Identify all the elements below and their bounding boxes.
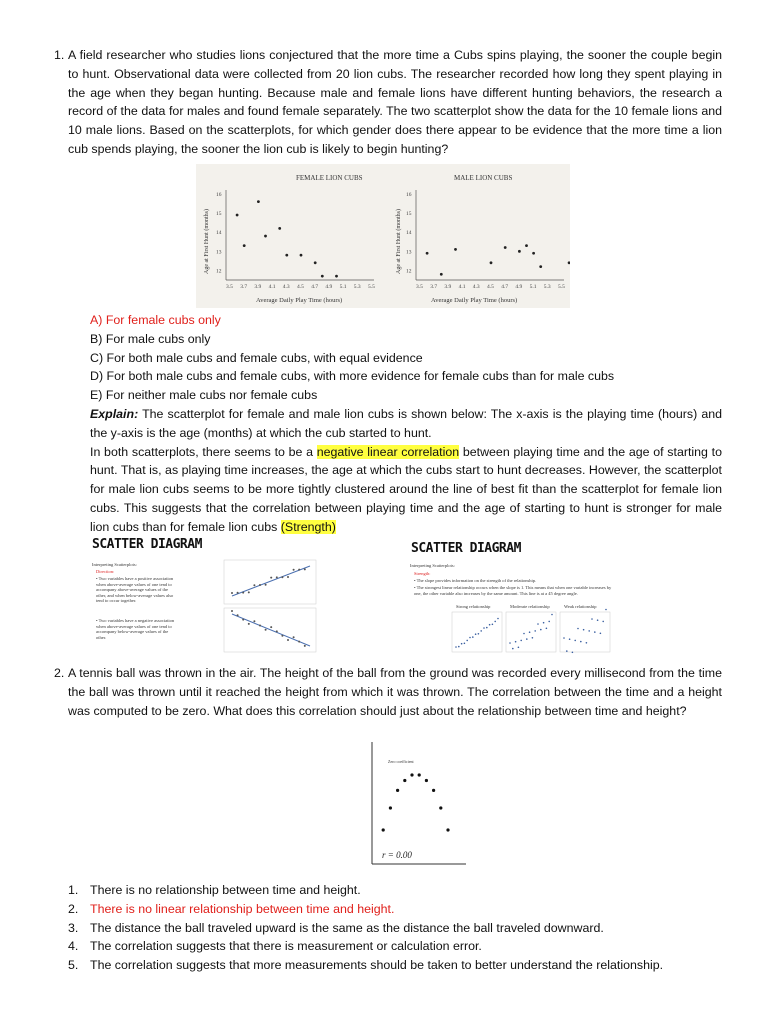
left-sub: Direction: [96, 569, 115, 574]
strength-dot [469, 637, 471, 639]
male-y-tick: 13 [406, 249, 412, 256]
zero-point [396, 789, 399, 792]
zero-point [439, 806, 442, 809]
left-mini-plots [92, 556, 320, 656]
strength-dot [534, 630, 536, 632]
negative-dot [237, 614, 239, 616]
right-bullet-2: • The strongest linear relationship occurs when the slope is 1. This means that when one variable increases by one, the other variable also increases by the same amount. This line is at a 45 degree angle. [414, 585, 612, 596]
strength-dot [566, 650, 568, 652]
left-bullet-2: • Two variables have a negative association when above-average values of one tend to accompany below-average values of the other. [96, 618, 175, 640]
strength-dot [509, 642, 511, 644]
negative-dot [248, 623, 250, 625]
strength-dot [577, 628, 579, 630]
male-x-tick: 4.9 [515, 284, 523, 290]
answer-number: 5. [68, 958, 79, 973]
strength-dot [515, 641, 517, 643]
strength-dot [591, 618, 593, 620]
analysis-text-a: In both scatterplots, there seems to be a [90, 444, 317, 459]
col-weak: Weak relationship [564, 604, 597, 609]
answer-1 [68, 881, 722, 900]
strength-dot [543, 622, 545, 624]
positive-dot [248, 591, 250, 593]
female-x-tick: 4.5 [297, 284, 304, 290]
answer-2 [68, 900, 722, 919]
answer-text: There is no linear relationship between time and height. [90, 901, 395, 916]
question-text: A field researcher who studies lions conjectured that the more time a Cubs spins playing, the sooner the couple begin to hunt. Observational data were collected from 20 lion cubs. The researcher recorded how long they spent playing in the age when they began hunting. Because male and female lions have different hunting behaviors, the research a record of the data for males and found female separately. The two scatterplot show the data for the 10 female lions and 10 male lions. Based on the scatterplots, for which gender does there appear to be evidence that the more time a lion cub spends playing, the sooner the lion cub is likely to begin hunting? [68, 48, 722, 156]
zero-point [425, 779, 428, 782]
female-point [257, 200, 260, 203]
strength-dot [586, 642, 588, 644]
negative-dot [293, 636, 295, 638]
strength-dot [537, 623, 539, 625]
analysis-paragraph [90, 443, 722, 537]
female-y-tick: 14 [216, 230, 222, 237]
zero-point [410, 773, 413, 776]
left-heading: Interpreting Scatterplots: [92, 562, 137, 567]
male-point [568, 261, 570, 264]
strength-dot [461, 643, 463, 645]
positive-dot [270, 577, 272, 579]
zero-caption: Zero coefficient [388, 759, 414, 764]
strength-dot [466, 640, 468, 642]
female-y-tick: 15 [216, 211, 222, 218]
right-sub: Strength: [414, 571, 431, 576]
female-x-tick: 4.1 [268, 284, 276, 290]
strength-dot [602, 621, 604, 623]
male-x-tick: 3.5 [416, 284, 423, 290]
q1-options [90, 311, 722, 537]
strength-dot [572, 652, 574, 654]
strength-dot [480, 630, 482, 632]
female-title: FEMALE LION CUBS [296, 174, 363, 182]
negative-dot [231, 610, 233, 612]
positive-dot [253, 584, 255, 586]
strength-dot [520, 640, 522, 642]
negative-dot [281, 635, 283, 637]
male-point [490, 261, 493, 264]
option-d: D) For both male cubs and female cubs, with more evidence for female cubs than for male cubs [90, 369, 615, 384]
male-y-tick: 12 [406, 268, 412, 275]
female-y-tick: 12 [216, 268, 222, 275]
zero-point [446, 828, 449, 831]
answer-number: 2. [68, 901, 79, 916]
col-strong: Strong relationship [456, 604, 491, 609]
answer-4 [68, 937, 722, 956]
female-x-label: Average Daily Play Time (hours) [256, 297, 343, 304]
question-number: 1. [54, 48, 65, 62]
scatter-diagram-right [404, 556, 626, 656]
male-x-tick: 3.9 [444, 284, 452, 290]
negative-dot [253, 620, 255, 622]
answer-number: 4. [68, 939, 79, 954]
male-point [504, 246, 507, 249]
answer-5 [68, 956, 722, 975]
strength-dot [546, 628, 548, 630]
strength-dot [588, 630, 590, 632]
male-x-tick: 5.3 [543, 284, 551, 290]
answer-text: The distance the ball traveled upward is the same as the distance the ball traveled downward. [90, 920, 604, 935]
strength-dot [563, 637, 565, 639]
strength-dot [475, 633, 477, 635]
female-x-tick: 3.9 [254, 284, 262, 290]
answer-text: The correlation suggests that more measurements should be taken to better understand the relationship. [90, 958, 664, 973]
female-point [285, 254, 288, 257]
strength-dot [497, 618, 499, 620]
male-x-tick: 4.5 [487, 284, 494, 290]
scatter-diagram-left [92, 556, 320, 656]
question-number: 2. [54, 666, 65, 680]
male-x-tick: 4.7 [501, 284, 509, 290]
strength-dot [526, 638, 528, 640]
strength-dot [494, 621, 496, 623]
male-point [426, 252, 429, 255]
positive-dot [287, 576, 289, 578]
strength-dot [489, 624, 491, 626]
positive-dot [237, 592, 239, 594]
female-point [264, 235, 267, 238]
question-text: A tennis ball was thrown in the air. The height of the ball from the ground was recorded every millisecond from the time the ball was thrown until it reached the height from which it was thrown. The correlation between the time and a height was computed to be zero. What does this correlation should just about the relationship between time and height? [68, 666, 722, 718]
strength-dot [600, 633, 602, 635]
male-y-tick: 14 [406, 230, 412, 237]
scatter-diagram-left-title: SCATTER DIAGRAM [92, 537, 202, 552]
female-x-tick: 5.5 [368, 284, 375, 290]
negative-dot [270, 626, 272, 628]
male-x-tick: 4.3 [472, 284, 480, 290]
analysis-text-b: between playing time and the age of starting to hunt. That is, as playing time increases, the age at which the cubs start to hunt decreases. However, the scatterplot for male lion cubs seems to be more tightly clustered around the line of best fit than the scatterplot for female lion cubs. This suggests that the correlation between playing time and the age of starting to hunt is stronger for male lion cubs than for female lion cubs [90, 444, 722, 534]
strength-dot [458, 646, 460, 648]
question-2 [54, 664, 722, 720]
scatter-diagram-right-title: SCATTER DIAGRAM [411, 541, 521, 556]
female-x-tick: 4.3 [282, 284, 290, 290]
strength-dot [529, 631, 531, 633]
strength-dot [455, 646, 457, 648]
strength-dot [478, 633, 480, 635]
female-point [243, 244, 246, 247]
female-x-tick: 5.1 [339, 284, 347, 290]
male-x-tick: 5.5 [558, 284, 565, 290]
male-title: MALE LION CUBS [454, 174, 513, 182]
female-x-tick: 4.7 [311, 284, 319, 290]
left-bullet-1: • Two variables have a positive association when above-average values of one tend to accompany above-average values of the other, and when below-average values also tend to occur together. [96, 576, 174, 603]
negative-dot [304, 645, 306, 647]
option-b: B) For male cubs only [90, 331, 211, 346]
zero-point [403, 779, 406, 782]
strength-dot [518, 647, 520, 649]
positive-dot [259, 584, 261, 586]
negative-dot [298, 641, 300, 643]
male-point [532, 252, 535, 255]
strength-dot [569, 638, 571, 640]
negative-dot [242, 619, 244, 621]
positive-dot [304, 568, 306, 570]
col-moderate: Moderate relationship [510, 604, 550, 609]
strength-dot [540, 629, 542, 631]
answer-text: There is no relationship between time and height. [90, 883, 361, 897]
negative-dot [259, 625, 261, 627]
answer-number: 1. [68, 883, 79, 897]
strength-dot [532, 637, 534, 639]
strength-dot [580, 641, 582, 643]
male-x-tick: 4.1 [458, 284, 466, 290]
strength-dot [483, 627, 485, 629]
male-point [539, 265, 542, 268]
strength-dot [486, 627, 488, 629]
answer-text: The correlation suggests that there is measurement or calculation error. [90, 939, 482, 954]
male-y-tick: 15 [406, 211, 412, 218]
female-y-label: Age at First Hunt (months) [204, 209, 210, 274]
right-mini-plots [404, 556, 626, 656]
zero-point [389, 806, 392, 809]
strength-dot [597, 619, 599, 621]
r-label: r = 0.00 [382, 850, 412, 860]
answer-3 [68, 919, 722, 938]
positive-dot [231, 592, 233, 594]
female-point [278, 227, 281, 230]
negative-dot [287, 639, 289, 641]
explain-text: The scatterplot for female and male lion cubs is shown below: The x-axis is the playing time (hours) and the y-axis is the age (months) at which the cub started to hunt. [90, 406, 722, 440]
lion-scatter-svg [196, 164, 570, 308]
male-y-tick: 16 [406, 192, 412, 198]
female-x-tick: 3.5 [226, 284, 233, 290]
question-1 [54, 46, 722, 159]
male-point [454, 248, 457, 251]
male-x-tick: 3.7 [430, 284, 438, 290]
positive-dot [276, 576, 278, 578]
zero-point [418, 773, 421, 776]
female-point [300, 254, 303, 257]
positive-dot [242, 592, 244, 594]
zero-point [382, 828, 385, 831]
strength-dot [472, 636, 474, 638]
explanation-paragraph [90, 405, 722, 443]
female-x-tick: 5.3 [353, 284, 361, 290]
male-x-label: Average Daily Play Time (hours) [431, 297, 518, 304]
q2-answers [68, 881, 722, 975]
male-x-tick: 5.1 [529, 284, 537, 290]
strength-dot [605, 609, 607, 611]
female-point [236, 214, 239, 217]
option-c: C) For both male cubs and female cubs, with equal evidence [90, 350, 423, 365]
zero-correlation-chart [368, 740, 468, 866]
female-point [314, 261, 317, 264]
option-e: E) For neither male cubs nor female cubs [90, 388, 318, 403]
zero-point [432, 789, 435, 792]
male-point [525, 244, 528, 247]
lion-cubs-scatterplots [196, 164, 570, 308]
strength-dot [551, 614, 553, 616]
positive-dot [265, 584, 267, 586]
male-y-label: Age at First Hunt (months) [396, 209, 402, 274]
highlight-negative-linear: negative linear correlation [316, 444, 460, 459]
male-point [440, 273, 443, 276]
female-x-tick: 4.9 [325, 284, 333, 290]
female-y-tick: 13 [216, 249, 222, 256]
strength-dot [594, 631, 596, 633]
strength-dot [492, 624, 494, 626]
right-bullet-1: • The slope provides information on the strength of the relationship. [414, 578, 537, 583]
strength-dot [512, 648, 514, 650]
strength-dot [523, 633, 525, 635]
positive-dot [293, 569, 295, 571]
positive-dot [281, 576, 283, 578]
negative-dot [265, 629, 267, 631]
strength-dot [574, 640, 576, 642]
female-point [321, 275, 324, 278]
female-y-tick: 16 [216, 192, 222, 198]
option-a: A) For female cubs only [90, 313, 221, 327]
strength-dot [583, 629, 585, 631]
right-heading: Interpreting Scatterplots: [410, 563, 455, 568]
male-point [518, 250, 521, 253]
zero-scatter-svg [368, 740, 468, 866]
negative-dot [276, 630, 278, 632]
explain-label: Explain: [90, 406, 139, 421]
positive-dot [298, 569, 300, 571]
strength-dot [548, 621, 550, 623]
female-x-tick: 3.7 [240, 284, 248, 290]
highlight-strength: (Strength) [280, 519, 336, 534]
answer-number: 3. [68, 920, 79, 935]
strength-dot [464, 643, 466, 645]
female-point [335, 275, 338, 278]
